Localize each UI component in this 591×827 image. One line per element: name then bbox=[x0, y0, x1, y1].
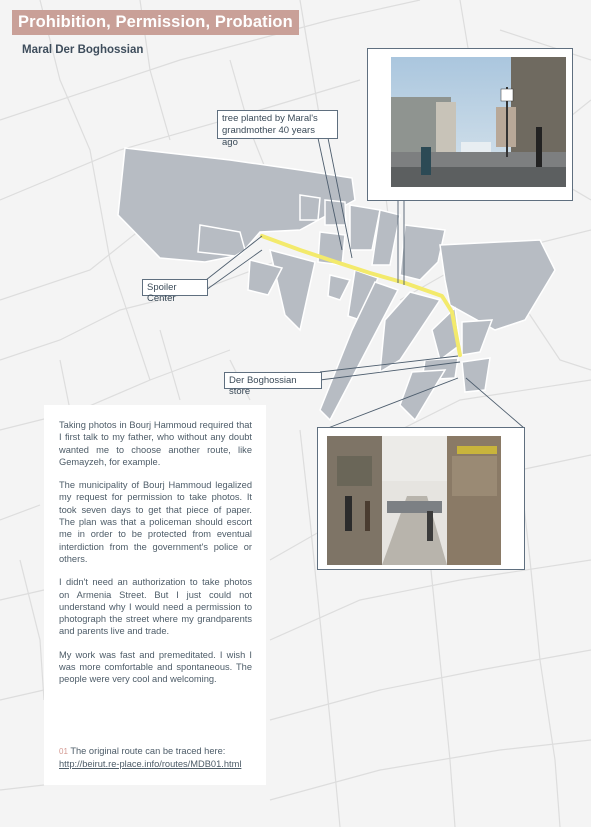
callout-store: Der Boghossian store bbox=[224, 372, 322, 389]
page-title: Prohibition, Permission, Probation bbox=[12, 10, 299, 35]
paragraph-1: Taking photos in Bourj Hammoud required that I first talk to my father, who without any doubt wanted me to choose another route, like Gemayzeh, for example. bbox=[59, 420, 252, 467]
narrative-text-box bbox=[44, 405, 266, 785]
route-link[interactable]: http://beirut.re-place.info/routes/MDB01.html bbox=[59, 759, 242, 769]
street-corner-photo bbox=[391, 57, 566, 187]
photo-frame-street-corner bbox=[367, 48, 573, 201]
route-note-text: The original route can be traced here: bbox=[70, 746, 226, 756]
paragraph-4: My work was fast and premeditated. I wish I was more comfortable and spontaneous. The people were very cool and welcoming. bbox=[59, 649, 252, 685]
armenia-street-photo bbox=[327, 436, 501, 565]
route-note bbox=[59, 745, 259, 771]
photo-frame-armenia-street bbox=[317, 427, 525, 570]
paragraph-3: I didn't need an authorization to take photos on Armenia Street. But I just could not understand why I would need a permission to photograph the street where my grandparents and parents live and trade. bbox=[59, 577, 252, 637]
author-name: Maral Der Boghossian bbox=[22, 44, 144, 56]
callout-spoiler-center: Spoiler Center bbox=[142, 279, 208, 296]
paragraph-2: The municipality of Bourj Hammoud legalized my request for permission to take photos. It took seven days to get that piece of paper. The plan was that a policeman should escort me in order to be protected from eventual interdiction from the government's police or others. bbox=[59, 480, 252, 564]
callout-tree: tree planted by Maral's grandmother 40 years ago bbox=[217, 110, 338, 139]
footnote-marker: 01 bbox=[59, 747, 68, 756]
